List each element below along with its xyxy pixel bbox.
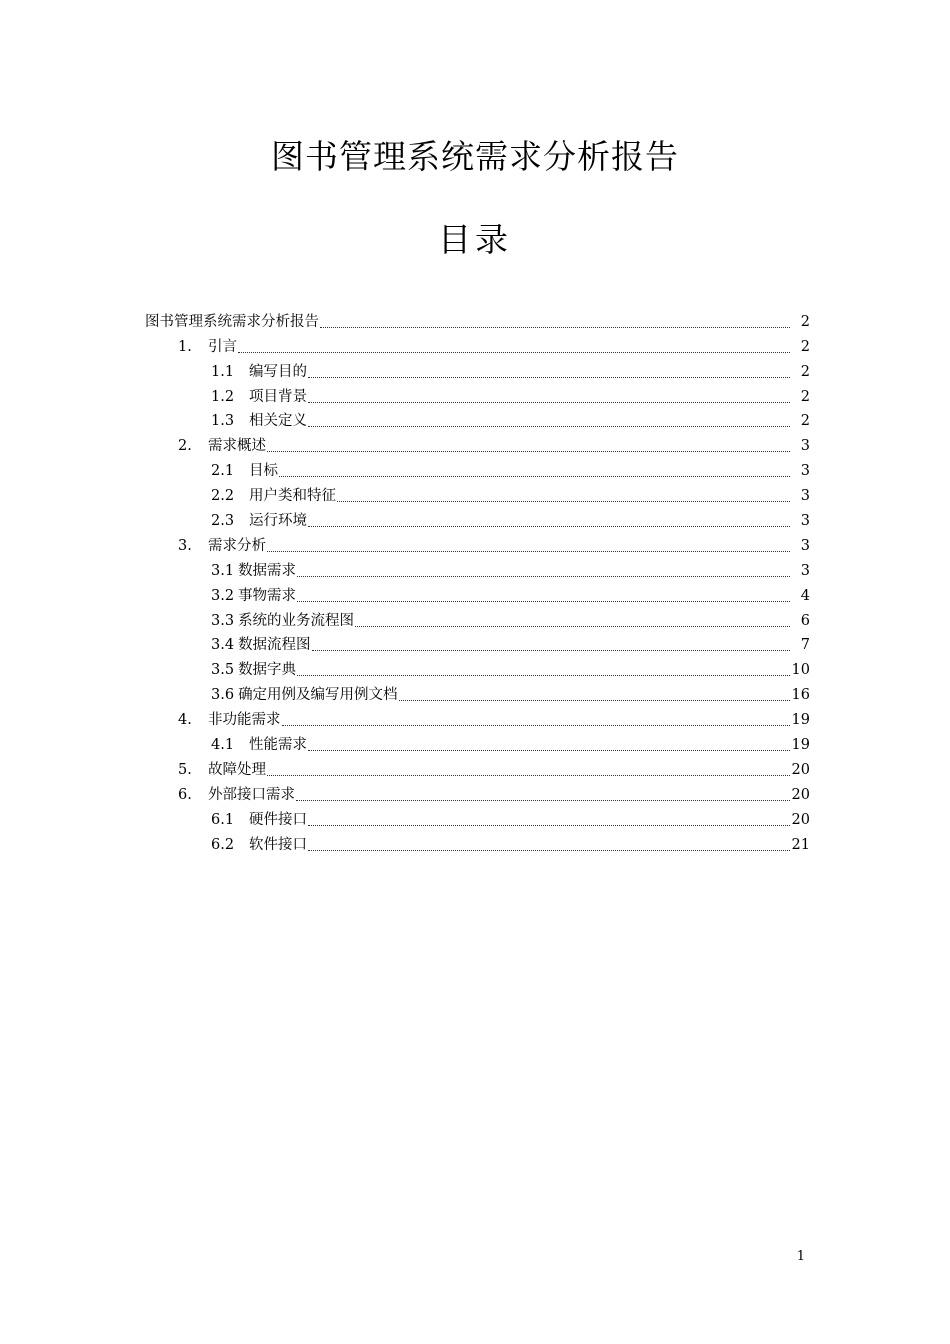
toc-entry-label: 数据字典 — [238, 662, 297, 679]
toc-entry-label: 硬件接口 — [249, 811, 307, 828]
toc-dot-leader — [320, 326, 790, 328]
toc-entry-label: 编写目的 — [249, 363, 307, 380]
toc-entry-label: 用户类和特征 — [249, 488, 336, 505]
toc-entry[interactable] — [145, 531, 810, 556]
toc-entry-number: 4. — [178, 712, 192, 729]
toc-entry-number: 5. — [178, 761, 192, 778]
toc-entry[interactable] — [145, 456, 810, 481]
toc-entry-number: 4.1 — [211, 737, 235, 754]
toc-entry-label: 需求分析 — [208, 537, 266, 554]
toc-entry-number: 1. — [178, 338, 192, 355]
toc-entry-number: 3.5 — [211, 662, 235, 679]
toc-dot-leader — [267, 450, 790, 452]
toc-entry-label: 故障处理 — [208, 761, 266, 778]
toc-entry[interactable] — [145, 556, 810, 581]
toc-entry[interactable] — [145, 680, 810, 705]
toc-entry-label: 项目背景 — [249, 388, 307, 405]
toc-entry[interactable] — [145, 357, 810, 382]
toc-dot-leader — [308, 401, 790, 403]
toc-entry-page: 20 — [791, 811, 810, 828]
toc-entry-page: 19 — [791, 737, 810, 754]
toc-entry-page: 21 — [791, 836, 810, 853]
toc-entry[interactable] — [145, 307, 810, 332]
toc-entry[interactable] — [145, 606, 810, 631]
toc-entry-number: 2.3 — [211, 513, 235, 530]
toc-entry[interactable] — [145, 705, 810, 730]
toc-entry[interactable] — [145, 655, 810, 680]
toc-entry-label: 运行环境 — [249, 513, 307, 530]
toc-dot-leader — [308, 849, 790, 851]
toc-entry[interactable] — [145, 581, 810, 606]
toc-entry-label: 软件接口 — [249, 836, 307, 853]
toc-entry-number: 3.4 — [211, 637, 235, 654]
toc-entry-label: 目标 — [249, 463, 278, 480]
toc-entry-page: 3 — [800, 488, 810, 505]
toc-entry-page: 3 — [800, 438, 810, 455]
toc-dot-leader — [267, 774, 790, 776]
toc-entry[interactable] — [145, 407, 810, 432]
toc-entry-label: 需求概述 — [208, 438, 266, 455]
toc-entry-page: 19 — [791, 712, 810, 729]
table-of-contents — [145, 307, 810, 855]
toc-dot-leader — [312, 649, 790, 651]
toc-entry[interactable] — [145, 755, 810, 780]
toc-entry-number: 3.2 — [211, 587, 235, 604]
toc-entry-page: 6 — [800, 612, 810, 629]
toc-entry-number: 3.1 — [211, 562, 235, 579]
toc-entry-number: 6.2 — [211, 836, 235, 853]
toc-dot-leader — [355, 625, 790, 627]
toc-dot-leader — [282, 724, 790, 726]
toc-entry-label: 引言 — [208, 338, 237, 355]
toc-entry-label: 非功能需求 — [208, 712, 281, 729]
toc-entry-label: 性能需求 — [249, 737, 307, 754]
toc-entry-page: 2 — [800, 413, 810, 430]
toc-entry-page: 20 — [791, 761, 810, 778]
toc-entry[interactable] — [145, 780, 810, 805]
toc-dot-leader — [267, 550, 790, 552]
toc-entry-page: 20 — [791, 786, 810, 803]
toc-entry-label: 相关定义 — [249, 413, 307, 430]
document-title: 图书管理系统需求分析报告 — [271, 137, 679, 176]
toc-dot-leader — [297, 575, 790, 577]
toc-dot-leader — [308, 376, 790, 378]
toc-dot-leader — [279, 475, 790, 477]
page-number: 1 — [796, 1249, 805, 1264]
toc-entry[interactable] — [145, 431, 810, 456]
toc-dot-leader — [308, 824, 790, 826]
toc-dot-leader — [296, 799, 790, 801]
toc-entry-page: 2 — [800, 338, 810, 355]
toc-dot-leader — [308, 525, 790, 527]
toc-dot-leader — [308, 425, 790, 427]
toc-entry-page: 10 — [791, 662, 810, 679]
toc-dot-leader — [297, 600, 790, 602]
toc-entry[interactable] — [145, 506, 810, 531]
toc-dot-leader — [297, 674, 789, 676]
toc-entry[interactable] — [145, 830, 810, 855]
toc-entry-number: 1.2 — [211, 388, 235, 405]
toc-entry-label: 数据需求 — [238, 562, 297, 579]
toc-entry[interactable] — [145, 382, 810, 407]
toc-entry-label: 外部接口需求 — [208, 786, 295, 803]
toc-entry-label: 系统的业务流程图 — [238, 612, 355, 629]
toc-entry-page: 4 — [800, 587, 810, 604]
toc-dot-leader — [238, 351, 790, 353]
toc-entry[interactable] — [145, 805, 810, 830]
toc-entry-label: 事物需求 — [238, 587, 297, 604]
toc-dot-leader — [337, 500, 790, 502]
toc-entry-page: 3 — [800, 562, 810, 579]
toc-entry-number: 3.3 — [211, 612, 235, 629]
toc-entry-label: 数据流程图 — [238, 637, 311, 654]
toc-entry-page: 2 — [800, 388, 810, 405]
toc-entry-number: 2. — [178, 438, 192, 455]
toc-entry-number: 3.6 — [211, 687, 235, 704]
toc-entry-page: 3 — [800, 463, 810, 480]
toc-entry-page: 2 — [800, 313, 810, 330]
toc-entry-number: 2.1 — [211, 463, 235, 480]
toc-entry-page: 16 — [791, 687, 810, 704]
toc-entry-number: 6.1 — [211, 811, 235, 828]
toc-entry-number: 1.1 — [211, 363, 235, 380]
toc-entry-page: 3 — [800, 537, 810, 554]
toc-entry-label: 图书管理系统需求分析报告 — [145, 313, 319, 330]
toc-heading: 目录 — [438, 220, 512, 259]
toc-entry-number: 1.3 — [211, 413, 235, 430]
toc-entry-page: 7 — [800, 637, 810, 654]
toc-entry[interactable] — [145, 332, 810, 357]
toc-dot-leader — [308, 749, 790, 751]
toc-dot-leader — [399, 699, 790, 701]
toc-entry-page: 3 — [800, 513, 810, 530]
toc-entry[interactable] — [145, 730, 810, 755]
toc-entry-page: 2 — [800, 363, 810, 380]
toc-entry[interactable] — [145, 481, 810, 506]
toc-entry-number: 6. — [178, 786, 192, 803]
toc-entry[interactable] — [145, 631, 810, 656]
toc-entry-number: 2.2 — [211, 488, 235, 505]
toc-entry-number: 3. — [178, 537, 192, 554]
toc-entry-label: 确定用例及编写用例文档 — [238, 687, 398, 704]
